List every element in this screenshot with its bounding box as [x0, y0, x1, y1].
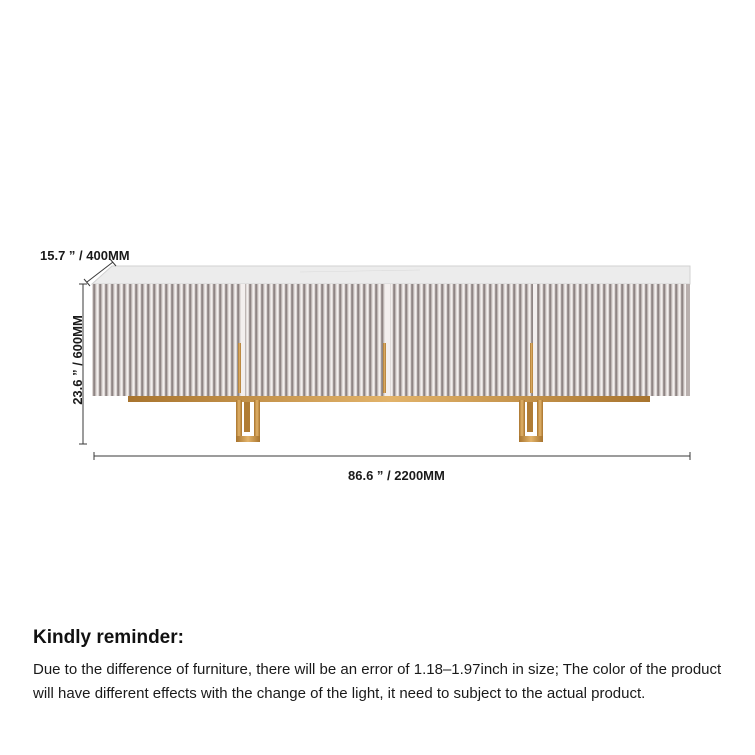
door-divider: [241, 284, 245, 396]
depth-dimension-label: 15.7 ” / 400MM: [40, 248, 130, 263]
reminder-section: [33, 627, 733, 706]
height-dimension-label: 23.6 ” / 600MM: [70, 315, 85, 405]
gold-leg-right: [519, 400, 543, 442]
gold-handle: [383, 343, 386, 393]
width-dimension-label: 86.6 ” / 2200MM: [348, 468, 445, 483]
cabinet-top-slab: [92, 266, 690, 284]
gold-base-rail: [128, 396, 650, 402]
width-dimension-line: [94, 452, 690, 460]
gold-handle: [530, 343, 533, 393]
reminder-body: Due to the difference of furniture, there will be an error of 1.18–1.97inch in size; The color of the product will have different effects with the change of the light, it need to subject to the actual product.: [33, 661, 722, 702]
reminder-title: Kindly reminder:: [33, 627, 184, 648]
door-divider: [533, 284, 537, 396]
gold-handle: [238, 343, 241, 393]
door-divider: [386, 284, 390, 396]
gold-leg-left: [236, 400, 260, 442]
cabinet-body: [92, 284, 690, 396]
